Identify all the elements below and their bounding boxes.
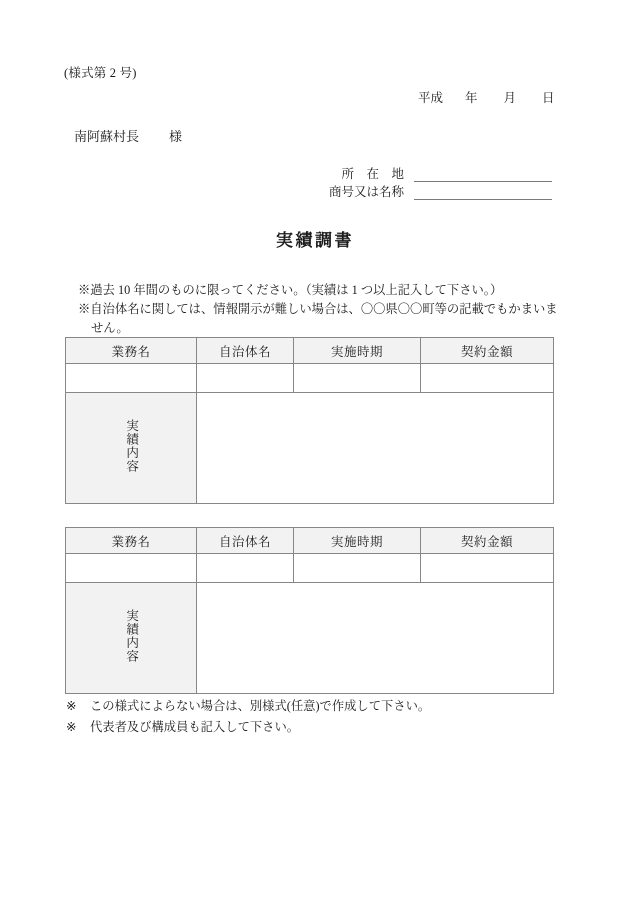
- column-header-contract-amount: 契約金額: [421, 528, 554, 554]
- cell-contract-amount[interactable]: [421, 364, 554, 393]
- detail-value-cell[interactable]: [197, 393, 554, 504]
- footer-note-1-text: この様式によらない場合は、別様式(任意)で作成して下さい。: [90, 699, 431, 713]
- note-mark-icon: ※: [66, 720, 77, 734]
- note-top-line-1: ※過去 10 年間のものに限ってください。（実績は 1 つ以上記入して下さい。）: [78, 283, 503, 297]
- applicant-block: [300, 164, 552, 200]
- record-table-1: [65, 337, 554, 504]
- table-row: [66, 554, 554, 583]
- footer-note-2: [66, 717, 430, 738]
- record-table-2: [65, 527, 554, 694]
- applicant-row-company: [300, 182, 552, 200]
- date-line: [418, 88, 555, 106]
- address-label: 所 在 地: [341, 167, 404, 181]
- cell-work-name[interactable]: [66, 364, 197, 393]
- detail-label-text: 実績内容: [124, 419, 139, 473]
- column-header-work-name: 業務名: [66, 528, 197, 554]
- month-unit: 月: [503, 91, 517, 105]
- column-header-period: 実施時期: [294, 528, 421, 554]
- detail-label-text: 実績内容: [124, 609, 139, 663]
- page-title: 実績調書: [276, 231, 354, 250]
- addressee-recipient: 南阿蘇村長: [74, 129, 140, 144]
- table-row: [66, 364, 554, 393]
- column-header-municipality: 自治体名: [197, 338, 294, 364]
- form-number: (様式第 2 号): [64, 66, 137, 80]
- cell-municipality[interactable]: [197, 364, 294, 393]
- notes-bottom: [66, 696, 430, 738]
- era-label: 平成: [418, 91, 444, 105]
- cell-contract-amount[interactable]: [421, 554, 554, 583]
- detail-label-cell: [66, 583, 197, 694]
- address-input-rule[interactable]: [414, 167, 552, 182]
- column-header-period: 実施時期: [294, 338, 421, 364]
- applicant-row-address: [300, 164, 552, 182]
- cell-municipality[interactable]: [197, 554, 294, 583]
- footer-note-2-text: 代表者及び構成員も記入して下さい。: [90, 720, 300, 734]
- cell-work-name[interactable]: [66, 554, 197, 583]
- table-header-row: [66, 528, 554, 554]
- footer-note-1: [66, 696, 430, 717]
- cell-period[interactable]: [294, 364, 421, 393]
- detail-value-cell[interactable]: [197, 583, 554, 694]
- column-header-contract-amount: 契約金額: [421, 338, 554, 364]
- company-name-input-rule[interactable]: [414, 185, 552, 200]
- note-top-line-2: [78, 300, 568, 338]
- note-mark-icon: ※: [66, 699, 77, 713]
- table-row-detail: [66, 393, 554, 504]
- note-top-line-2-main: ※自治体名に関しては、情報開示が難しい場合は、〇〇県〇〇町等の記載でもかまいま: [78, 302, 558, 316]
- notes-top: [78, 281, 568, 338]
- table-header-row: [66, 338, 554, 364]
- addressee-honorific: 様: [169, 129, 183, 144]
- column-header-work-name: 業務名: [66, 338, 197, 364]
- column-header-municipality: 自治体名: [197, 528, 294, 554]
- table-row-detail: [66, 583, 554, 694]
- year-unit: 年: [465, 91, 478, 105]
- addressee: [74, 126, 182, 145]
- note-top-line-2-continuation: せん。: [91, 321, 129, 335]
- day-unit: 日: [542, 91, 555, 105]
- company-name-label: 商号又は名称: [328, 185, 404, 199]
- detail-label-cell: [66, 393, 197, 504]
- cell-period[interactable]: [294, 554, 421, 583]
